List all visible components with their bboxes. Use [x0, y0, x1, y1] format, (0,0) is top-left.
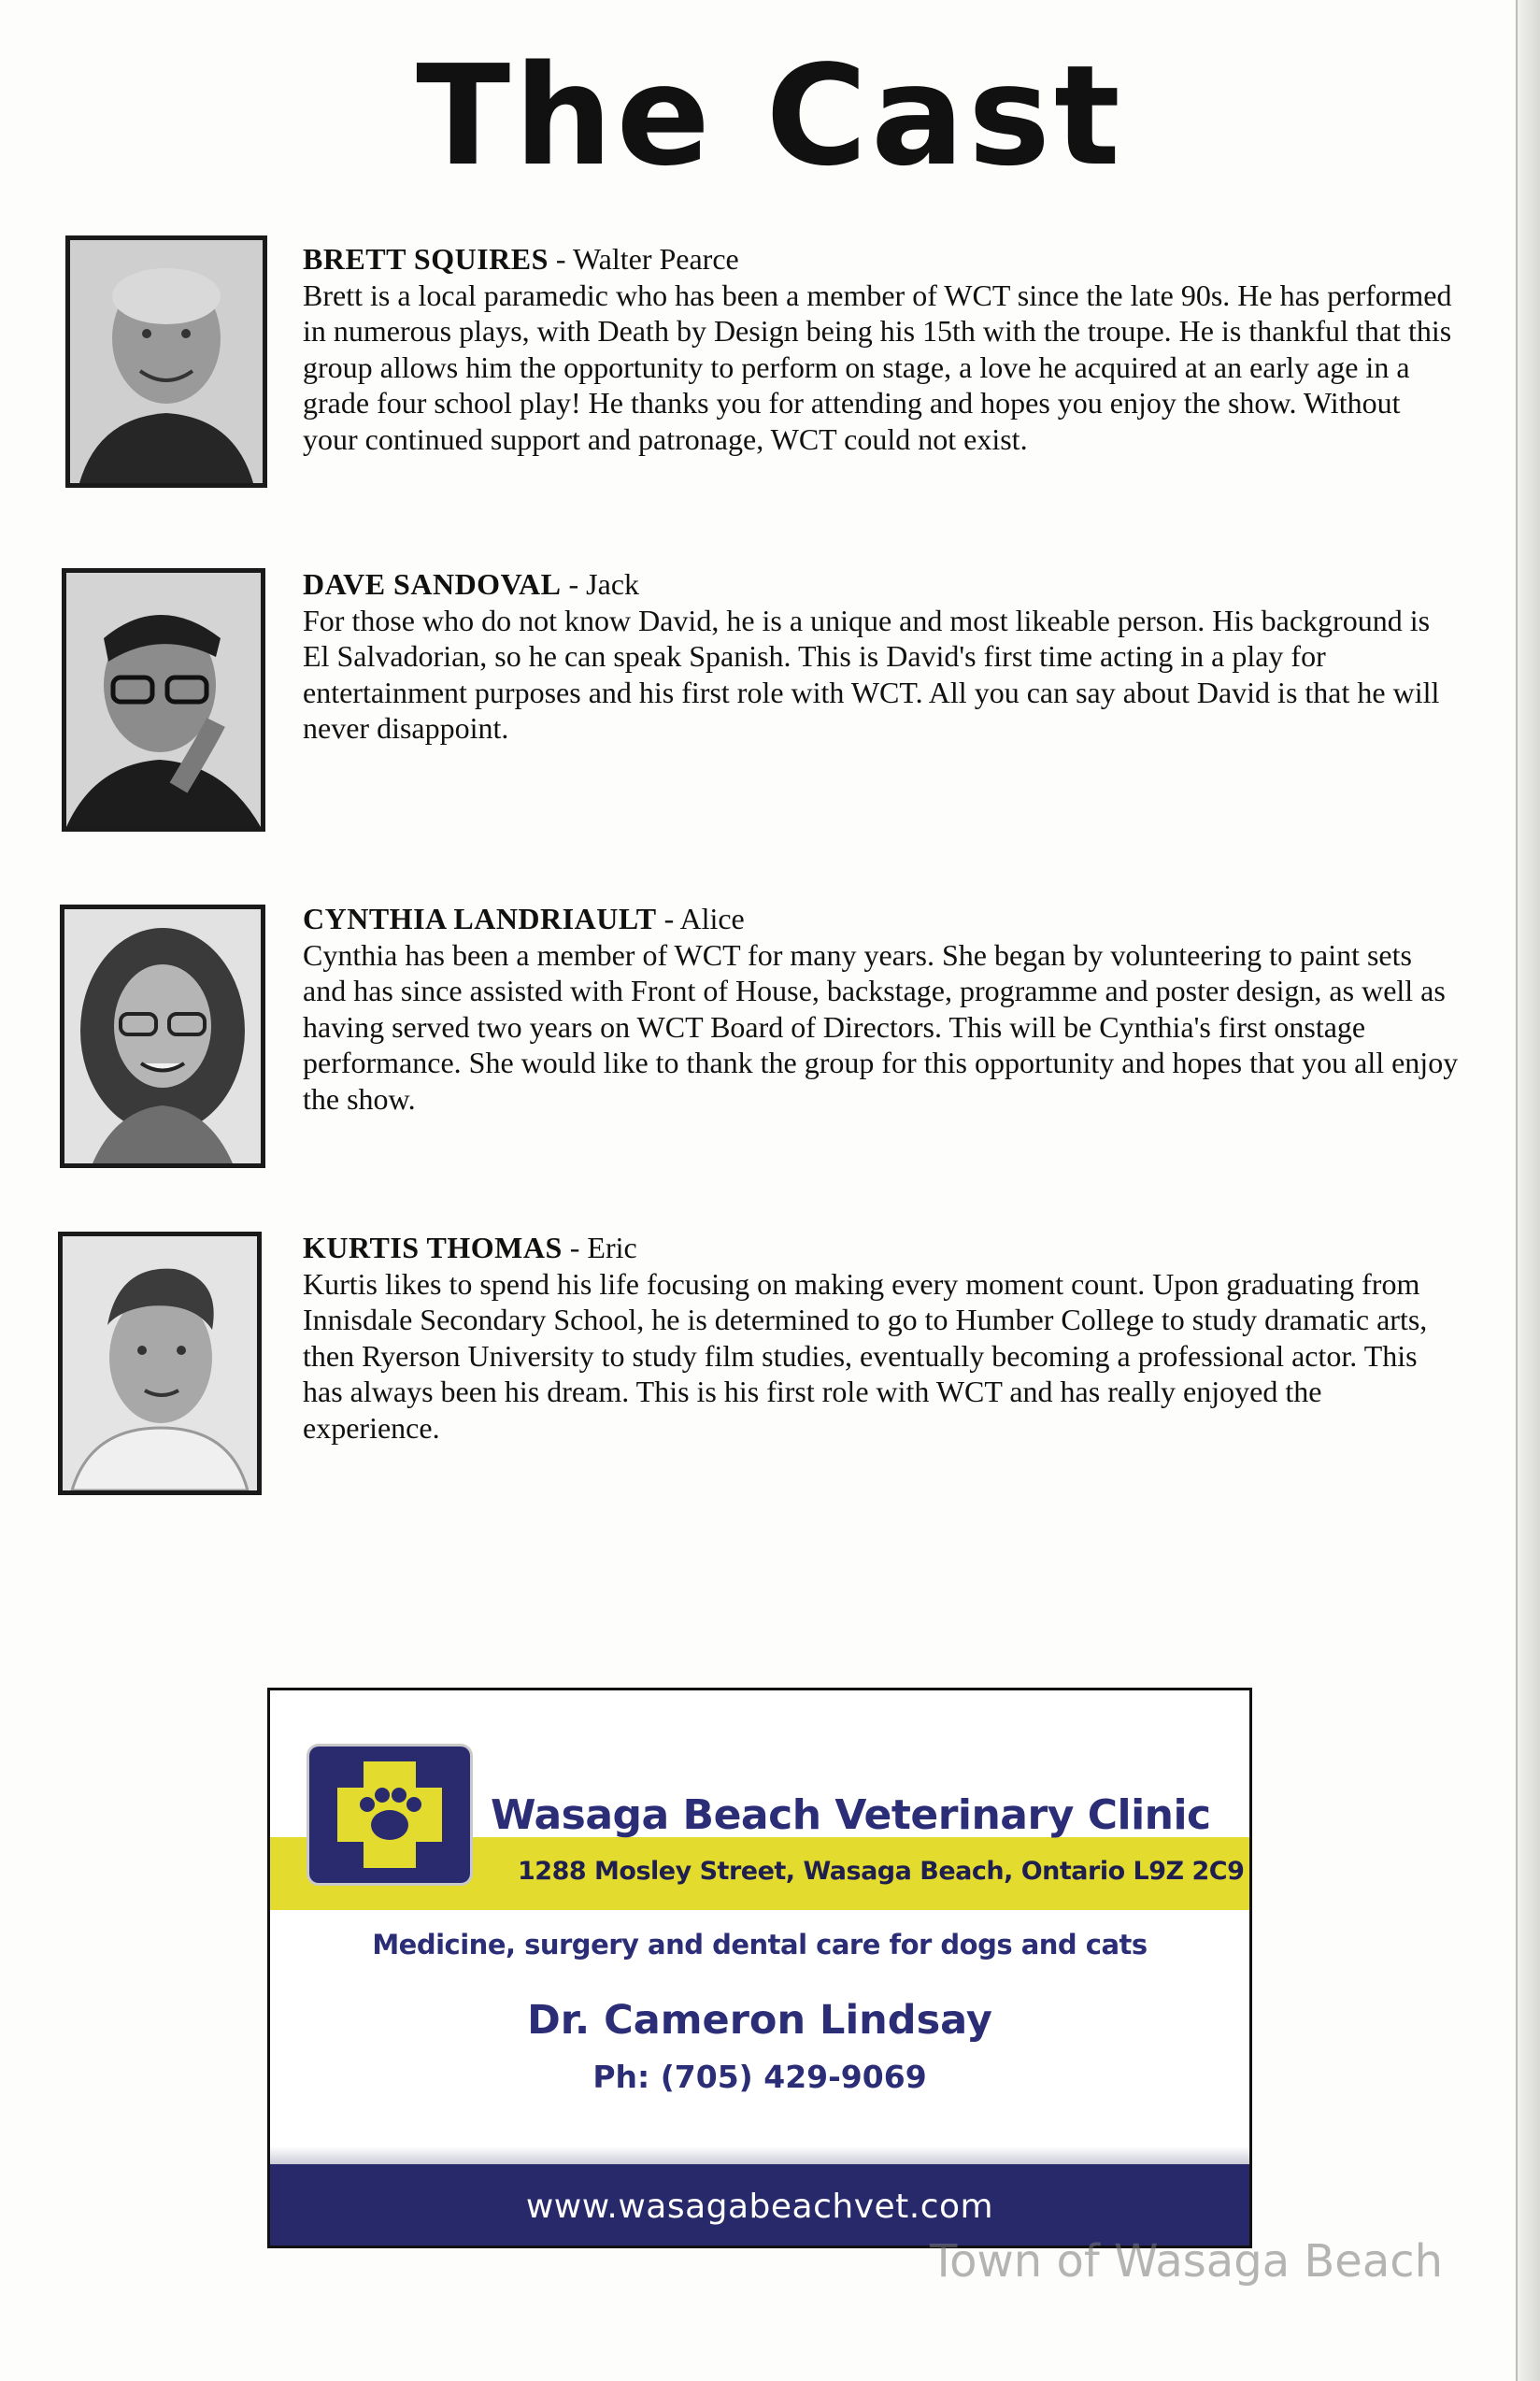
cast-bio-kurtis-thomas: [303, 1230, 1462, 1446]
cast-separator: -: [562, 1231, 588, 1264]
cast-role: Jack: [586, 567, 640, 601]
clinic-phone: Ph: (705) 429-9069: [592, 2059, 927, 2095]
cast-name: CYNTHIA LANDRIAULT: [303, 902, 657, 935]
cast-role: Alice: [679, 902, 745, 935]
clinic-address: 1288 Mosley Street, Wasaga Beach, Ontario L9Z 2C9: [518, 1857, 1245, 1886]
page-title: The Cast: [416, 36, 1124, 196]
cast-name: KURTIS THOMAS: [303, 1231, 563, 1264]
cast-bio-text: Kurtis likes to spend his life focusing on making every moment count. Upon graduating from Innisdale Secondary School, he is determined to go to Humber College to study dramatic arts, then Ryerson University to study film studies, eventually becoming a professional actor. This has always been his dream. This is his first role with WCT and has really enjoyed the experience.: [303, 1266, 1428, 1445]
cast-bio-dave-sandoval: [303, 566, 1462, 747]
page-edge: [1516, 0, 1540, 2381]
cast-bio-text: For those who do not know David, he is a unique and most likeable person. His background is El Salvadorian, so he can speak Spanish. This is David's first time acting in a play for entertainment purposes and his first role with WCT. All you can say about David is that he will never disappoint.: [303, 603, 1440, 745]
cast-name: BRETT SQUIRES: [303, 242, 549, 276]
portrait-icon: [66, 573, 261, 827]
cast-bio-text: Brett is a local paramedic who has been a member of WCT since the late 90s. He has performed in numerous plays, with Death by Design being his 15th with the troupe. He is thankful that this group allows him the opportunity to perform on stage, a love he acquired at an early age in a grade four school play! He thanks you for attending and hopes you enjoy the show. Without your continued support and patronage, WCT could not exist.: [303, 278, 1452, 456]
watermark: Town of Wasaga Beach: [930, 2235, 1444, 2288]
cast-photo-cynthia-landriault: [60, 905, 265, 1168]
paw-cross-icon: [309, 1747, 470, 1883]
clinic-doctor: Dr. Cameron Lindsay: [527, 1997, 992, 2044]
clinic-website: www.wasagabeachvet.com: [525, 2188, 994, 2226]
cast-separator: -: [656, 902, 680, 935]
cast-role: Eric: [587, 1231, 637, 1264]
clinic-advertisement: [267, 1688, 1252, 2248]
portrait-icon: [70, 240, 263, 483]
cast-name: DAVE SANDOVAL: [303, 567, 562, 601]
cast-photo-kurtis-thomas: [58, 1232, 262, 1495]
cast-role: Walter Pearce: [572, 242, 739, 276]
clinic-tagline: Medicine, surgery and dental care for dogs and cats: [372, 1929, 1148, 1960]
cast-bio-text: Cynthia has been a member of WCT for many years. She began by volunteering to paint sets and has since assisted with Front of House, backstage, programme and poster design, as well as having served two years on WCT Board of Directors. This will be Cynthia's first onstage performance. She would like to thank the group for this opportunity and hopes that you all enjoy the show.: [303, 937, 1459, 1116]
cast-separator: -: [561, 567, 587, 601]
cast-separator: -: [548, 242, 573, 276]
cast-photo-brett-squires: [65, 235, 267, 488]
clinic-name: Wasaga Beach Veterinary Clinic: [491, 1791, 1211, 1839]
page-edge-line: [1516, 0, 1518, 2381]
ad-band-fade: [270, 2146, 1249, 2165]
portrait-icon: [64, 909, 261, 1163]
cast-photo-dave-sandoval: [62, 568, 265, 832]
cast-bio-brett-squires: [303, 241, 1462, 457]
portrait-icon: [63, 1236, 257, 1490]
cast-bio-cynthia-landriault: [303, 901, 1462, 1117]
